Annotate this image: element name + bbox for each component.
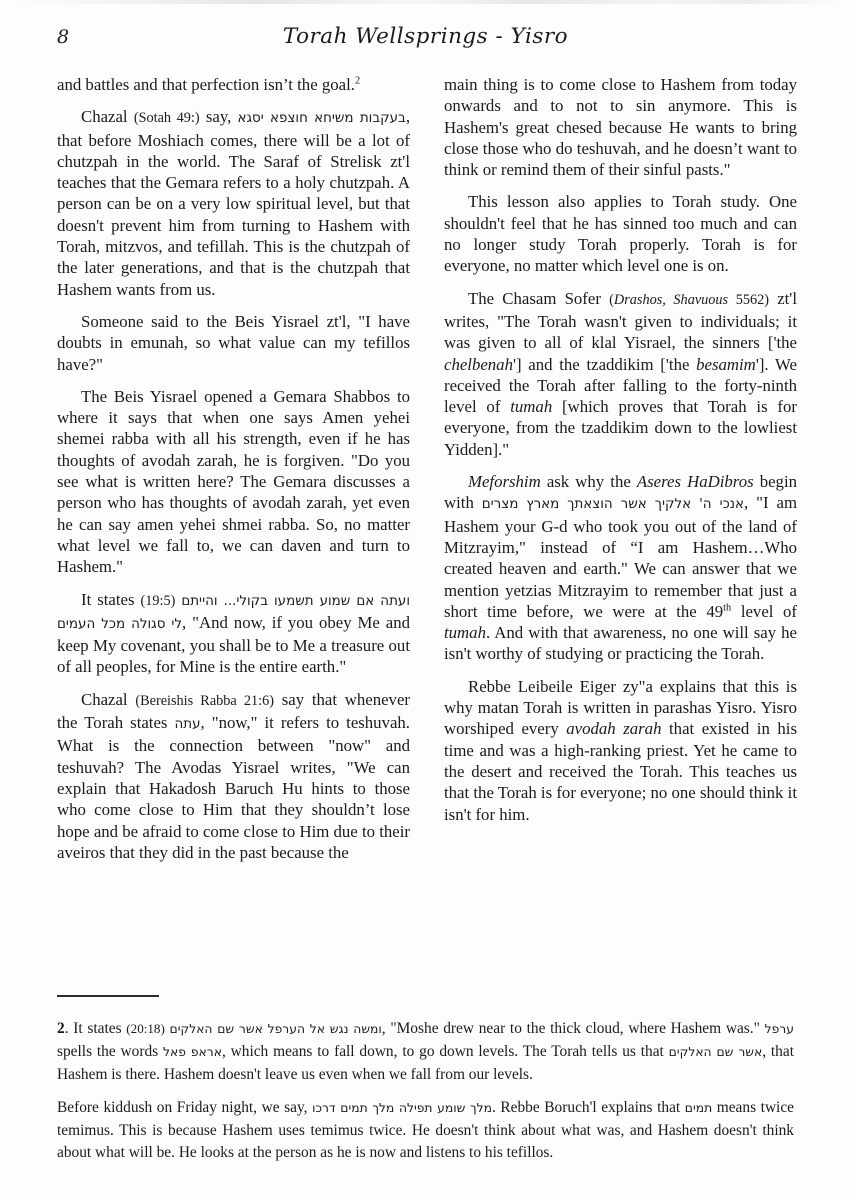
text-segment: Someone said to the Beis Yisrael zt'l, "I have doubts in emunah, so what value can my tefillos have?" xyxy=(57,311,410,374)
paragraph xyxy=(57,311,410,375)
text-segment: that existed in his time and was a high-ranking priest. Yet he came to the desert and received the Torah. This teaches us that the Torah is for everyone; no one should think it isn't for him. xyxy=(444,719,797,824)
text-segment: , which means to fall down, to go down levels. The Torah tells us that xyxy=(221,1042,669,1060)
text-segment: zt'l writes, "The Torah wasn't given to individuals; it was given to all of klal Yisrael, the sinners ['the xyxy=(444,288,797,353)
text-segment: begin with xyxy=(444,472,798,513)
paragraph xyxy=(444,676,797,825)
text-segment: , that before Moshiach comes, there will be a lot of chutzpah in the world. The Saraf of Strelisk zt'l teaches that the Gemara refers to a holy chutzpah. A person can be on a very low spiritual level, but that doesn't prevent him from turning to Hashem with Torah, mitzvos, and tefillah. This is the chutzpah of the later generations, and that is the chutzpah that Hashem wants from us. xyxy=(57,107,411,299)
right-column xyxy=(444,74,797,874)
text-segment: , "And now, if you obey Me and keep My covenant, you shall be to Me a treasure out of all peoples, for Mine is the entire earth." xyxy=(57,612,410,677)
paragraph xyxy=(57,74,410,95)
paragraph xyxy=(57,1097,794,1163)
text-segment: 2 xyxy=(354,75,361,87)
text-segment: avodah zarah xyxy=(566,719,662,739)
text-segment: ask why the xyxy=(540,472,637,492)
text-segment: th xyxy=(723,602,732,614)
text-segment: means twice temimus. This is because Hashem uses temimus twice. He doesn't think about what was, and Hashem doesn't think about what will be. He looks at the person as he is now and listens to his tefillos. xyxy=(57,1099,794,1161)
text-segment: Chazal xyxy=(81,107,134,127)
text-segment: The Chasam Sofer xyxy=(468,288,610,308)
text-segment: chelbenah xyxy=(444,354,513,374)
hebrew-text: בעקבות משיחא חוצפא יסגא xyxy=(237,111,406,127)
text-segment: '] and the tzaddikim ['the xyxy=(512,354,697,374)
hebrew-text: אראפ פאל xyxy=(163,1044,222,1059)
body-columns xyxy=(57,74,797,874)
text-segment: This lesson also applies to Torah study. One shouldn't feel that he has sinned too much and can no longer study Torah properly. Torah is for everyone, no matter which level one is on. xyxy=(444,192,797,276)
page-number: 8 xyxy=(57,26,70,48)
text-segment: Before kiddush on Friday night, we say, xyxy=(57,1099,313,1117)
hebrew-text: עתה xyxy=(174,717,201,733)
hebrew-text: ומשה נגש אל הערפל אשר שם האלקים xyxy=(169,1022,382,1036)
text-segment: 2 xyxy=(57,1020,65,1037)
hebrew-text: אשר שם האלקים xyxy=(668,1044,763,1059)
paragraph xyxy=(444,288,797,460)
text-segment: , "I am Hashem your G-d who took you out of the land of Mitzrayim," instead of “I am Hashem…Who created heaven and earth." We can answer that we mention yetzias Mitzrayim to remember that just a short time before, we were at the 49 xyxy=(444,493,797,621)
paragraph xyxy=(444,191,797,276)
page-header xyxy=(57,24,794,50)
text-segment: besamim xyxy=(696,354,756,374)
paragraph xyxy=(444,74,797,180)
page-title: Torah Wellsprings - Yisro xyxy=(282,24,569,49)
text-segment: Rebbe Leibeile Eiger zy"a explains that this is why matan Torah is written in parashas Yisro. Yisro worshiped every xyxy=(444,676,797,739)
text-segment: (Sotah 49:) xyxy=(133,110,200,127)
text-segment: tumah xyxy=(510,397,553,417)
text-segment: The Beis Yisrael opened a Gemara Shabbos to where it says that when one says Amen yehei shemei rabba with all his strength, even if he has thoughts of avodah zarah, he is forgiven. "Do you see what is written here? The Gemara discusses a person who has thoughts of avodah zarah, yet even he can say amen yehei shmei rabba. So, no matter what level we fall to, we can daven and turn to Hashem." xyxy=(57,386,410,577)
hebrew-text: ועתה אם שמוע תשמעו בקולי... והייתם לי סגולה מכל העמים xyxy=(57,593,410,632)
footnote-text xyxy=(57,1018,794,1164)
text-segment: (20:18) xyxy=(126,1021,165,1036)
text-segment: say that whenever the Torah states xyxy=(57,689,410,733)
paragraph xyxy=(57,386,410,578)
text-segment: and battles and that perfection isn’t the goal. xyxy=(57,75,355,94)
text-segment: , "Moshe drew near to the thick cloud, where Hashem was." xyxy=(381,1020,765,1037)
hebrew-text: מלך שומע תפילה מלך תמים דרכו xyxy=(312,1101,492,1116)
text-segment: ( xyxy=(609,291,614,308)
paragraph xyxy=(444,471,797,665)
text-segment: main thing is to come close to Hashem from today onwards and to not to sin anymore. This is Hashem's great chesed because He wants to bring close those who do teshuvah, and he doesn’t want to think or remind them of their sinful pasts." xyxy=(444,75,797,180)
text-segment: 5562) xyxy=(728,291,769,308)
paragraph xyxy=(57,1018,794,1085)
text-segment: (19:5) xyxy=(140,592,176,609)
footnote-section xyxy=(57,995,794,1176)
text-segment: , that Hashem is there. Hashem doesn't leave us even when we fall from our levels. xyxy=(57,1042,794,1083)
text-segment: . It states xyxy=(64,1020,127,1037)
text-segment: level of xyxy=(731,601,798,621)
scan-artifact-top xyxy=(0,0,849,4)
left-column xyxy=(57,74,410,874)
text-segment: . And with that awareness, no one will say he isn't worthy of studying or practicing the Torah. xyxy=(444,623,797,664)
footnote-divider xyxy=(57,995,159,997)
text-segment: , "now," it refers to teshuvah. What is the connection between "now" and teshuvah? The Avodas Yisrael writes, "We can explain that Hakadosh Baruch Hu hints to those who come close to Him that they shouldn’t lose hope and be afraid to come close to Him due to their aveiros that they did in the past because the xyxy=(57,713,410,862)
text-segment: It states xyxy=(81,589,141,609)
paragraph xyxy=(57,106,410,300)
paragraph xyxy=(57,689,410,863)
text-segment: say, xyxy=(199,107,238,127)
text-segment: tumah xyxy=(444,623,486,643)
text-segment: [which proves that Torah is for everyone, from the tzaddikim down to the lowliest Yidden]." xyxy=(444,397,798,459)
hebrew-text: תמים xyxy=(684,1101,713,1116)
text-segment: (Bereishis Rabba 21:6) xyxy=(135,692,274,709)
text-segment: spells the words xyxy=(57,1042,164,1060)
hebrew-text: ערפל xyxy=(764,1022,794,1036)
text-segment: Drashos, Shavuous xyxy=(613,291,729,308)
hebrew-text: אנכי ה' אלקיך אשר הוצאתך מארץ מצרים xyxy=(481,497,745,513)
text-segment: . Rebbe Boruch'l explains that xyxy=(491,1099,685,1117)
text-segment: Aseres HaDibros xyxy=(636,472,754,492)
paragraph xyxy=(57,589,410,678)
text-segment: Chazal xyxy=(81,689,136,709)
text-segment: Meforshim xyxy=(468,472,541,492)
text-segment: ']. We received the Torah after falling to the forty-ninth level of xyxy=(444,354,797,417)
